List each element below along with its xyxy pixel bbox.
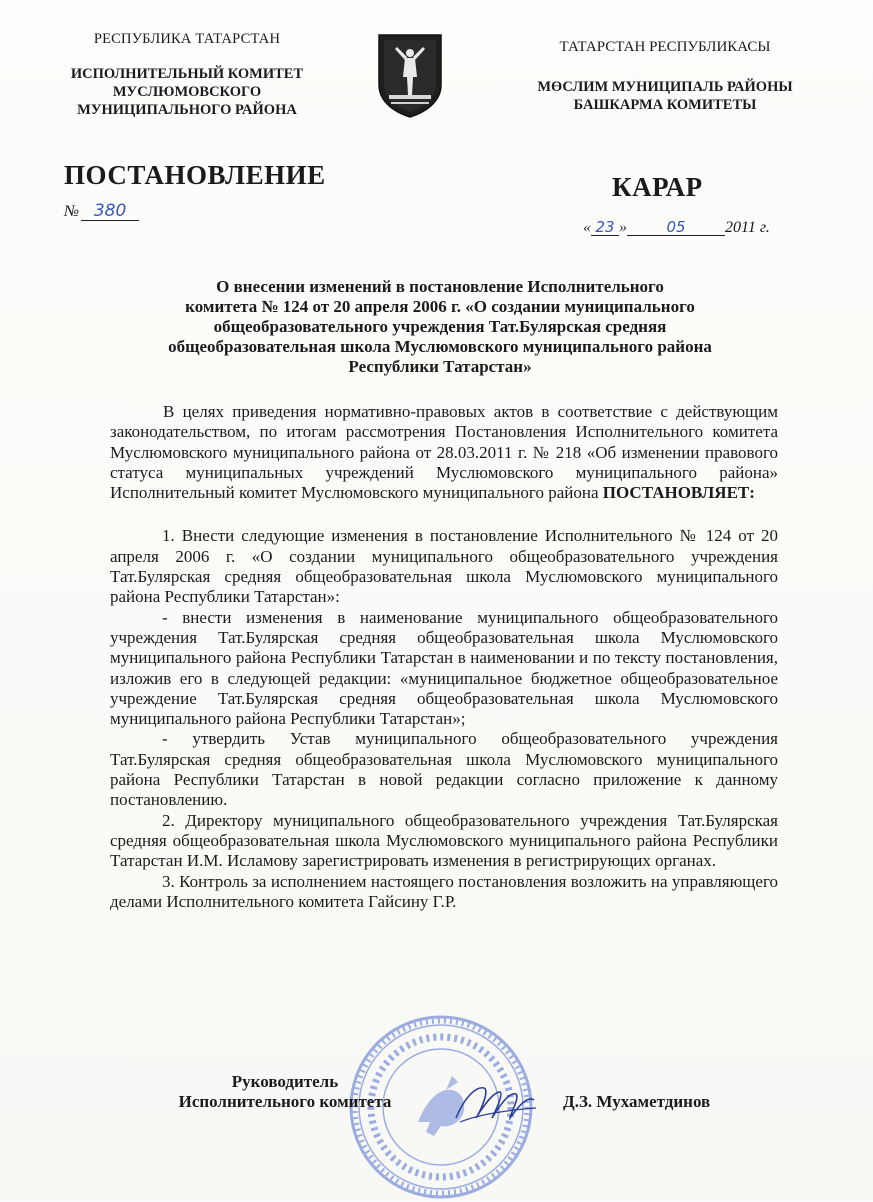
title-line: общеобразовательного учреждения Тат.Булярская средняя	[213, 317, 667, 336]
document-body	[110, 402, 778, 912]
item-3: 3. Контроль за исполнением настоящего постановления возложить на управляющего делами Исполнительного комитета Гайсину Г.Р.	[110, 871, 778, 911]
date-close-quote: »	[619, 219, 627, 236]
title-line: О внесении изменений в постановление Исполнительного	[216, 277, 664, 296]
header-left-org-line3: МУНИЦИПАЛЬНОГО РАЙОНА	[77, 102, 297, 118]
date-day: 23	[591, 220, 619, 236]
date-open-quote: «	[583, 219, 591, 236]
item-1-sub-1: - внести изменения в наименование муниципального общеобразовательного учреждения Тат.Булярская средняя общеобразовательная школа Муслюмовского муниципального района Республики Татарстан в наименовании и по тексту постановления, изложив его в следующей редакции: «муниципальное бюджетное общеобразовательное учреждение Тат.Булярская средняя общеобразовательная школа Муслюмовского муниципального района Республики Татарстан»;	[110, 607, 778, 729]
header-left	[52, 30, 322, 119]
title-line: общеобразовательная школа Муслюмовского муниципального района	[168, 337, 712, 356]
number-value: 380	[81, 203, 139, 221]
header-right-org-line2: БАШКАРМА КОМИТЕТЫ	[573, 97, 757, 113]
signatory-position-line1: Руководитель	[231, 1072, 339, 1091]
header-left-org-line2: МУСЛЮМОВСКОГО	[112, 84, 262, 100]
date-year: 2011 г.	[725, 219, 770, 236]
decree-word: ПОСТАНОВЛЯЕТ:	[602, 483, 755, 503]
signatory-position-line2: Исполнительного комитета	[178, 1092, 392, 1111]
item-1-sub-2: - утвердить Устав муниципального общеобразовательного учреждения Тат.Булярская средняя общеобразовательная школа Муслюмовского муниципального района Республики Татарстан в новой редакции согласно приложение к данному постановлению.	[110, 729, 778, 810]
title-line: комитета № 124 от 20 апреля 2006 г. «О создании муниципального	[185, 297, 695, 316]
doc-type-ru: ПОСТАНОВЛЕНИЕ	[64, 160, 326, 190]
doc-type-tt: КАРАР	[612, 172, 703, 202]
coat-of-arms-icon	[377, 33, 443, 119]
signatory-position	[150, 1072, 420, 1112]
document-number	[64, 203, 139, 221]
preamble-paragraph	[110, 402, 778, 503]
header-left-country: РЕСПУБЛИКА ТАТАРСТАН	[93, 31, 281, 47]
signatory-name: Д.З. Мухаметдинов	[563, 1092, 711, 1111]
document-title	[120, 277, 760, 377]
header-left-org-line1: ИСПОЛНИТЕЛЬНЫЙ КОМИТЕТ	[70, 66, 304, 82]
header-right-org	[520, 78, 810, 114]
header-right-country: ТАТАРСТАН РЕСПУБЛИКАСЫ	[559, 39, 771, 55]
handwritten-signature-icon	[450, 1078, 540, 1128]
header-right	[520, 38, 810, 114]
item-1: 1. Внести следующие изменения в постановление Исполнительного № 124 от 20 апреля 2006 г. «О создании муниципального общеобразовательного учреждения Тат.Булярская средняя общеобразовательная школа Муслюмовского муниципального района Республики Татарстан»:	[110, 526, 778, 607]
date-month: 05	[627, 220, 725, 236]
item-2: 2. Директору муниципального общеобразовательного учреждения Тат.Булярская средняя общеобразовательная школа Муслюмовского муниципального района Республики Татарстан И.М. Исламову зарегистрировать изменения в регистрирующих органах.	[110, 810, 778, 871]
preamble-text: В целях приведения нормативно-правовых актов в соответствие с действующим законодательством, по итогам рассмотрения Постановления Исполнительного комитета Муслюмовского муниципального района от 28.03.2011 г. № 218 «Об изменении правового статуса муниципальных учреждений Муслюмовского муниципального района» Исполнительный комитет Муслюмовского муниципального района	[110, 402, 778, 503]
document-date	[583, 219, 770, 237]
title-line: Республики Татарстан»	[348, 357, 532, 376]
number-prefix: №	[64, 203, 80, 220]
header-right-org-line1: МӨСЛИМ МУНИЦИПАЛЬ РАЙОНЫ	[537, 79, 793, 95]
header-left-org	[52, 65, 322, 119]
